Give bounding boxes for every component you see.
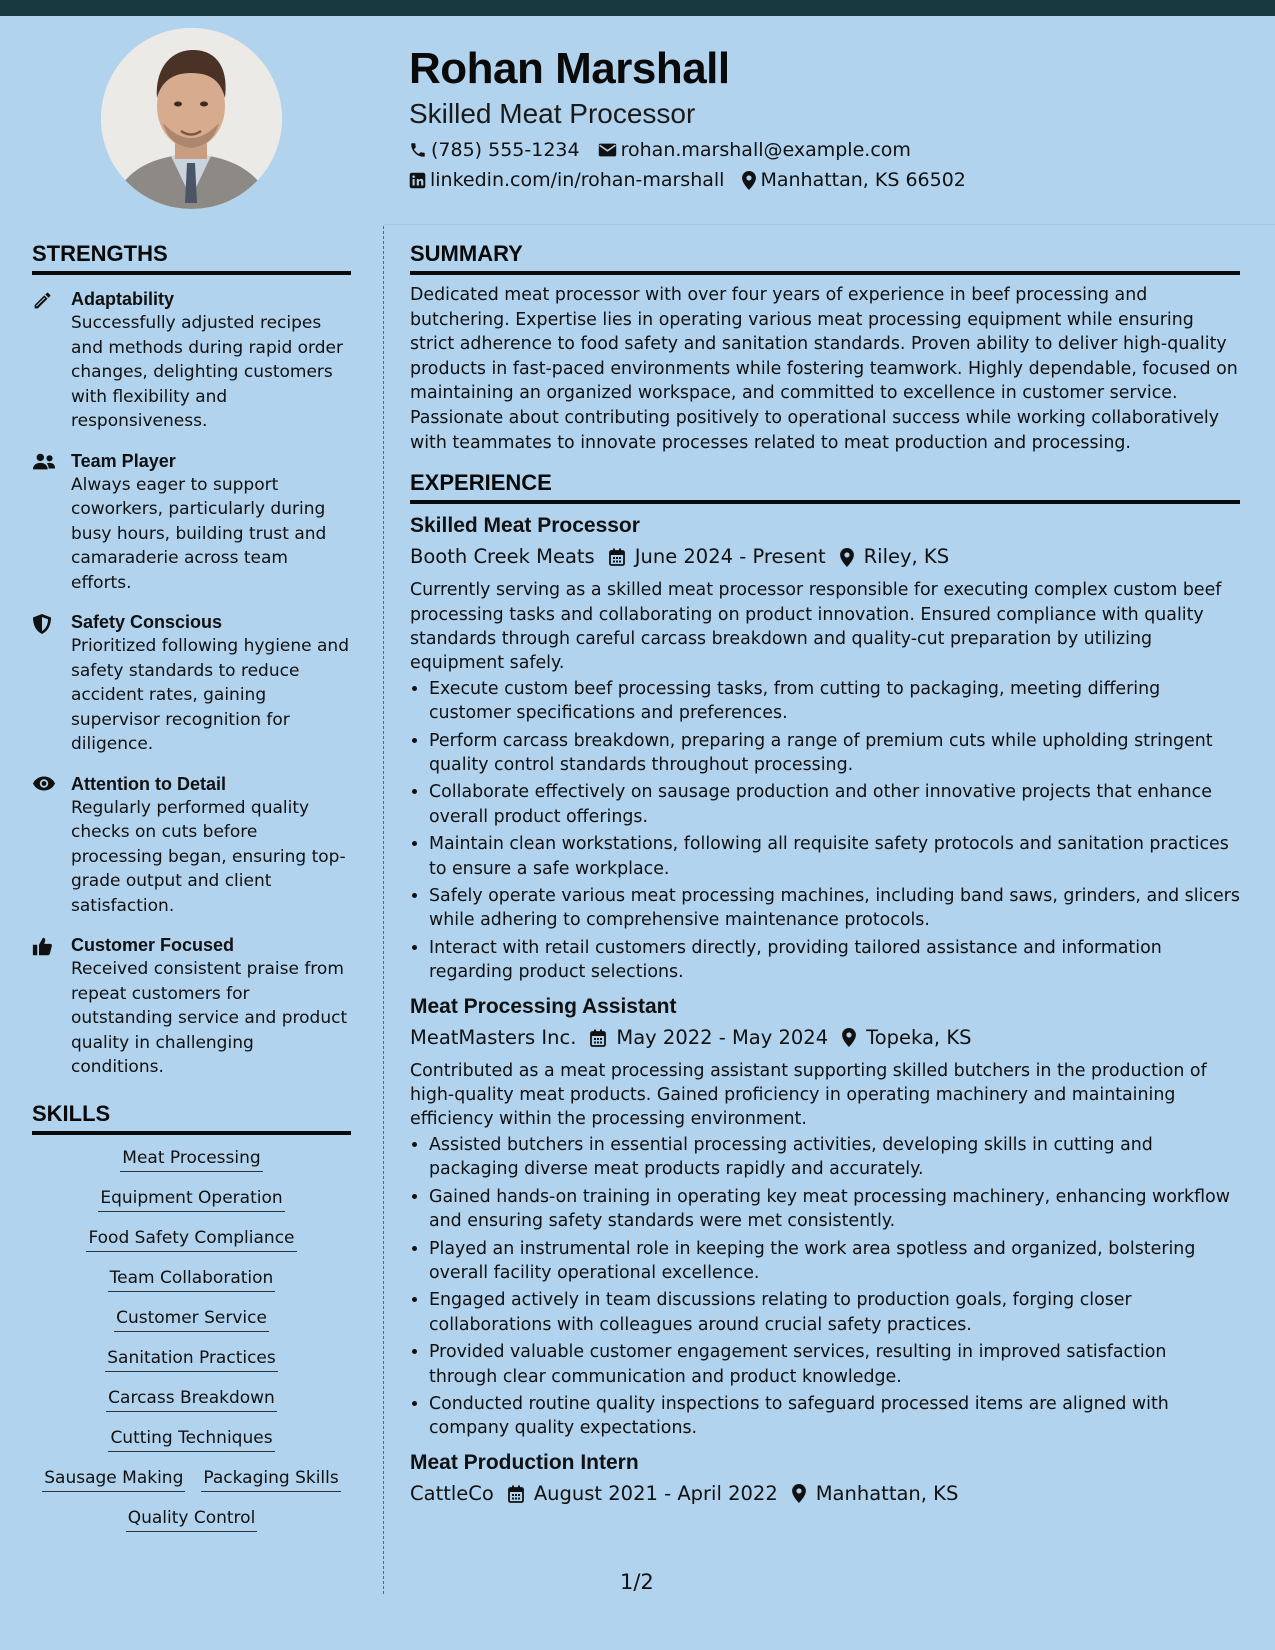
job-company: MeatMasters Inc. — [410, 1025, 577, 1049]
strengths-list — [32, 287, 351, 1080]
skill-tag: Sanitation Practices — [105, 1345, 278, 1372]
skill-tag: Team Collaboration — [108, 1265, 276, 1292]
job-bullet: • Engaged actively in team discussions relating to production goals, forging closer collaborations with colleagues around crucial safety practices. — [429, 1288, 1240, 1337]
job-bullets — [410, 677, 1240, 985]
job-dates: May 2022 - May 2024 — [616, 1025, 829, 1049]
team-icon — [32, 452, 56, 472]
job-bullet: • Provided valuable customer engagement services, resulting in improved satisfaction through clear communication and product knowledge. — [429, 1340, 1240, 1389]
calendar-icon — [508, 1485, 524, 1503]
map-pin-icon — [840, 548, 854, 567]
strength-title: Team Player — [71, 450, 176, 471]
strength-desc: Regularly performed quality checks on cuts before processing began, ensuring top-grade output and client satisfaction. — [71, 797, 346, 916]
page-number: 1/2 — [620, 1570, 654, 1594]
calendar-icon — [609, 548, 625, 566]
strength-title: Safety Conscious — [71, 612, 223, 632]
job-dates: August 2021 - April 2022 — [533, 1481, 778, 1505]
job-bullet: • Perform carcass breakdown, preparing a range of premium cuts while upholding stringent quality control standards throughout processing. — [429, 729, 1240, 778]
candidate-headline: Skilled Meat Processor — [409, 98, 696, 129]
skill-tag: Equipment Operation — [98, 1185, 284, 1212]
job-dates: June 2024 - Present — [634, 545, 826, 569]
job-description: Currently serving as a skilled meat processor responsible for executing complex custom beef processing tasks and collaborating on product innovation. Ensured compliance with quality standards through careful carcass breakdown and quality-cut preparation by utilizing equipment safely. — [410, 580, 1222, 674]
skill-tag: Quality Control — [126, 1505, 258, 1532]
job-location: Manhattan, KS — [815, 1481, 959, 1505]
contact-row-1 — [409, 137, 1249, 163]
job-bullets — [410, 1133, 1240, 1441]
linkedin-text[interactable]: linkedin.com/in/rohan-marshall — [430, 169, 725, 191]
strength-desc: Successfully adjusted recipes and methods during rapid order changes, delighting customers with flexibility and responsiveness. — [71, 313, 343, 431]
strength-title: Customer Focused — [71, 935, 235, 955]
job-company: CattleCo — [410, 1481, 494, 1505]
job-title: Meat Processing Assistant — [410, 994, 677, 1018]
header-divider — [384, 224, 1275, 225]
strength-item — [32, 772, 351, 919]
skill-tag: Food Safety Compliance — [86, 1225, 296, 1252]
job-bullet: • Maintain clean workstations, following all requisite safety protocols and sanitation practices to ensure a safe workplace. — [429, 832, 1240, 881]
job-meta — [410, 1024, 1240, 1052]
job-entry — [410, 1449, 1240, 1508]
job-bullet: • Played an instrumental role in keeping the work area spotless and organized, bolstering overall facility operational excellence. — [429, 1237, 1240, 1286]
job-dates-item — [609, 543, 826, 571]
job-bullet: • Gained hands-on training in operating key meat processing machinery, enhancing workflow and ensuring safety standards were met consistently. — [429, 1185, 1240, 1234]
right-column — [410, 238, 1240, 1508]
skills-list — [32, 1145, 351, 1545]
email-text[interactable]: rohan.marshall@example.com — [620, 139, 911, 161]
calendar-icon — [590, 1029, 606, 1047]
skill-tag: Carcass Breakdown — [106, 1385, 277, 1412]
skill-tag: Cutting Techniques — [108, 1425, 274, 1452]
email-item[interactable] — [598, 137, 911, 163]
avatar-portrait — [101, 28, 282, 209]
eye-icon — [32, 775, 56, 792]
job-bullet: • Assisted butchers in essential processing activities, developing skills in cutting and packaging diverse meat products rapidly and accurately. — [429, 1133, 1240, 1182]
job-dates-item — [590, 1024, 828, 1052]
job-location-item — [792, 1480, 959, 1508]
job-bullet: • Conducted routine quality inspections to safeguard processed items are aligned with company quality expectations. — [429, 1392, 1240, 1441]
location-text: Manhattan, KS 66502 — [760, 169, 966, 191]
linkedin-icon — [409, 172, 426, 189]
strength-desc: Prioritized following hygiene and safety standards to reduce accident rates, gaining supervisor recognition for diligence. — [71, 636, 350, 754]
strength-desc: Received consistent praise from repeat customers for outstanding service and product quality in challenging conditions. — [71, 959, 348, 1077]
thumbs-up-icon — [32, 936, 53, 957]
map-pin-icon — [842, 1028, 856, 1047]
skills-heading: SKILLS — [32, 1098, 351, 1135]
strengths-heading: STRENGTHS — [32, 238, 351, 275]
strength-title: Attention to Detail — [71, 773, 226, 794]
job-location-item — [842, 1024, 971, 1052]
profile-photo — [101, 28, 282, 209]
strength-item — [32, 610, 351, 757]
job-bullet: • Execute custom beef processing tasks, from cutting to packaging, meeting differing customer specifications and preferences. — [429, 677, 1240, 726]
job-bullet: • Safely operate various meat processing machines, including band saws, grinders, and slicers while adhering to comprehensive maintenance protocols. — [429, 884, 1240, 933]
envelope-icon — [598, 142, 617, 158]
shield-icon — [32, 613, 52, 635]
strength-title: Adaptability — [71, 289, 175, 309]
job-location-item — [840, 543, 949, 571]
job-location: Topeka, KS — [866, 1025, 972, 1049]
skill-tag: Meat Processing — [120, 1145, 262, 1172]
header — [409, 40, 1249, 193]
experience-heading: EXPERIENCE — [410, 467, 1240, 504]
candidate-name: Rohan Marshall — [409, 44, 730, 93]
job-title: Meat Production Intern — [410, 1450, 639, 1474]
strength-item — [32, 287, 351, 434]
job-company: Booth Creek Meats — [410, 545, 595, 569]
skill-tag: Customer Service — [114, 1305, 269, 1332]
job-description: Contributed as a meat processing assistant supporting skilled butchers in the production of high-quality meat products. Gained proficiency in operating machinery and maintaining efficiency within the processing environment. — [410, 1060, 1207, 1130]
pencil-icon — [32, 290, 53, 311]
skill-tag: Sausage Making — [42, 1465, 185, 1492]
top-bar — [0, 0, 1275, 16]
strength-desc: Always eager to support coworkers, particularly during busy hours, building trust and camaraderie across team efforts. — [71, 474, 327, 593]
phone-text: (785) 555-1234 — [431, 139, 580, 161]
job-meta — [410, 1480, 1240, 1508]
job-bullet: • Collaborate effectively on sausage production and other innovative projects that enhance overall product offerings. — [429, 780, 1240, 829]
summary-heading: SUMMARY — [410, 238, 1240, 275]
linkedin-item[interactable] — [409, 167, 724, 193]
job-location: Riley, KS — [863, 545, 950, 569]
left-column — [32, 238, 351, 1545]
job-title: Skilled Meat Processor — [410, 514, 640, 538]
strength-item — [32, 449, 351, 596]
phone-item — [409, 137, 580, 163]
column-divider — [383, 226, 384, 1594]
job-bullet: • Interact with retail customers directly, providing tailored assistance and information regarding product selections. — [429, 936, 1240, 985]
phone-icon — [409, 141, 427, 159]
map-pin-icon — [742, 171, 756, 190]
map-pin-icon — [792, 1484, 806, 1503]
location-item — [742, 167, 965, 193]
strength-item — [32, 933, 351, 1080]
skill-tag: Packaging Skills — [201, 1465, 340, 1492]
contact-row-2 — [409, 167, 1249, 193]
job-dates-item — [508, 1480, 778, 1508]
job-entry — [410, 512, 1240, 985]
job-meta — [410, 543, 1240, 571]
summary-text: Dedicated meat processor with over four years of experience in beef processing and butchering. Expertise lies in operating various meat processing equipment while ensuring strict adherence to food safety and sanitation standards. Proven ability to deliver high-quality products in fast-paced environments while fostering teamwork. Highly dependable, focused on maintaining an organized workspace, and committed to excellence in customer service. Passionate about contributing positively to operational success while working collaboratively with teammates to innovate processes related to meat production and processing. — [410, 285, 1238, 453]
job-entry — [410, 993, 1240, 1441]
